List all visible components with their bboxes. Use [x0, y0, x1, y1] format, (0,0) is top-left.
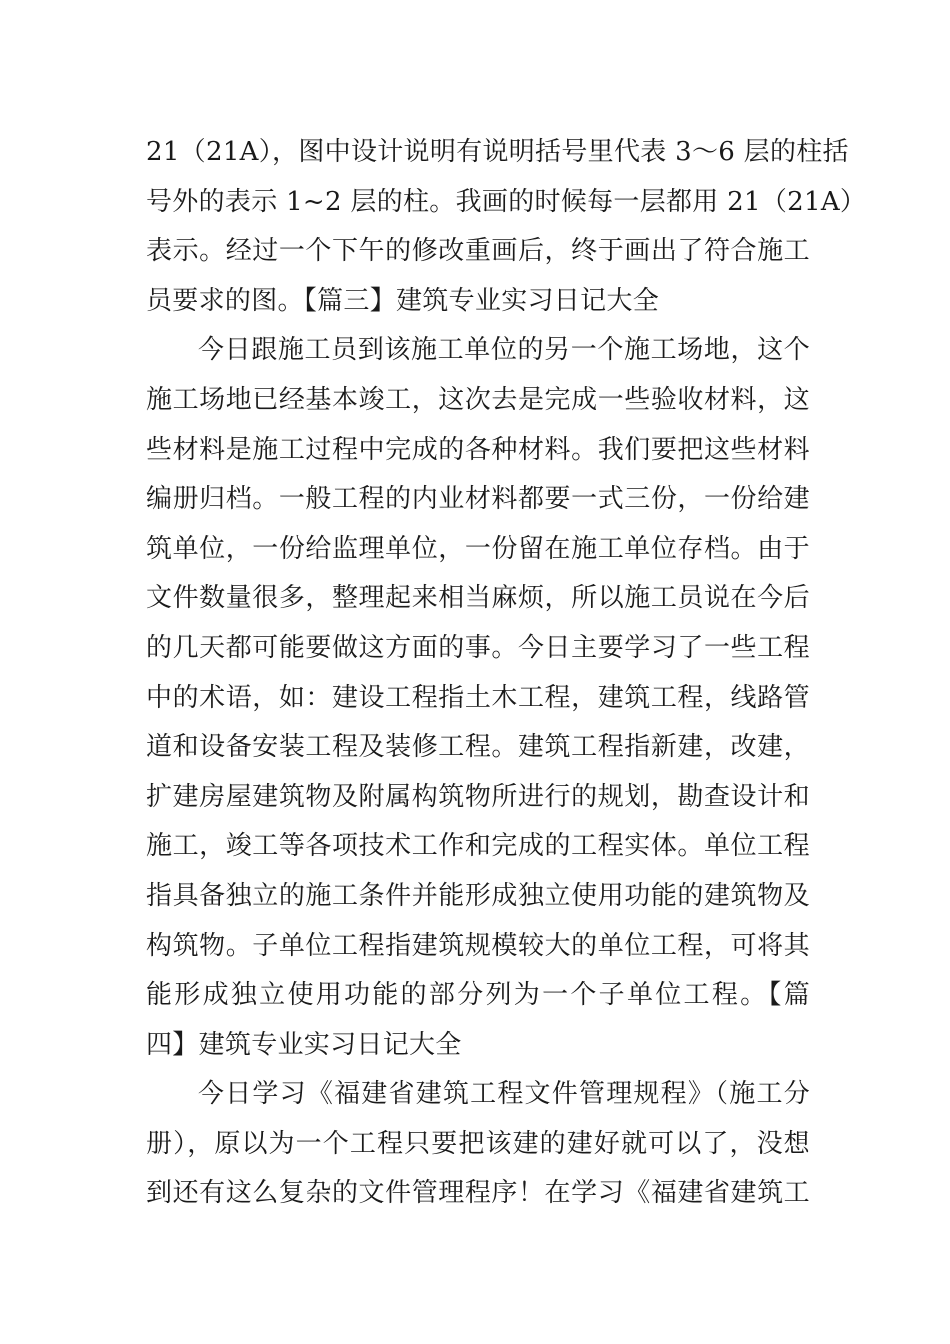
- text-line: 指具备独立的施工条件并能形成独立使用功能的建筑物及: [146, 880, 810, 911]
- body-text: [146, 128, 867, 1219]
- text-line: 员要求的图。【篇三】建筑专业实习日记大全: [146, 285, 660, 316]
- text-line: 施工场地已经基本竣工，这次去是完成一些验收材料，这: [146, 384, 810, 415]
- text-line: 构筑物。子单位工程指建筑规模较大的单位工程，可将其: [146, 930, 810, 961]
- text-line: 道和设备安装工程及装修工程。建筑工程指新建，改建，: [146, 732, 810, 763]
- text-line: 册），原以为一个工程只要把该建的建好就可以了，没想: [146, 1128, 810, 1159]
- text-line: 到还有这么复杂的文件管理程序！在学习《福建省建筑工: [146, 1178, 810, 1209]
- text-line: 四】建筑专业实习日记大全: [146, 1029, 462, 1060]
- text-line: 表示。经过一个下午的修改重画后，终于画出了符合施工: [146, 236, 810, 267]
- text-line: 的几天都可能要做这方面的事。今日主要学习了一些工程: [146, 632, 810, 663]
- text-line: 编册归档。一般工程的内业材料都要一式三份，一份给建: [146, 484, 810, 515]
- text-line: 今日跟施工员到该施工单位的另一个施工场地，这个: [198, 335, 810, 366]
- text-line: 文件数量很多，整理起来相当麻烦，所以施工员说在今后: [146, 583, 810, 614]
- text-line: 能形成独立使用功能的部分列为一个子单位工程。【篇: [146, 980, 810, 1011]
- text-line: 施工，竣工等各项技术工作和完成的工程实体。单位工程: [146, 831, 810, 862]
- text-line: 中的术语，如：建设工程指土木工程，建筑工程，线路管: [146, 682, 810, 713]
- text-line: 21（21A），图中设计说明有说明括号里代表 3～6 层的柱括: [146, 137, 849, 167]
- text-line: 筑单位，一份给监理单位，一份留在施工单位存档。由于: [146, 533, 810, 564]
- text-line: 号外的表示 1~2 层的柱。我画的时候每一层都用 21（21A）: [146, 186, 867, 217]
- text-line: 些材料是施工过程中完成的各种材料。我们要把这些材料: [146, 434, 810, 465]
- text-line: 扩建房屋建筑物及附属构筑物所进行的规划，勘查设计和: [146, 781, 810, 812]
- text-line: 今日学习《福建省建筑工程文件管理规程》（施工分: [198, 1079, 810, 1110]
